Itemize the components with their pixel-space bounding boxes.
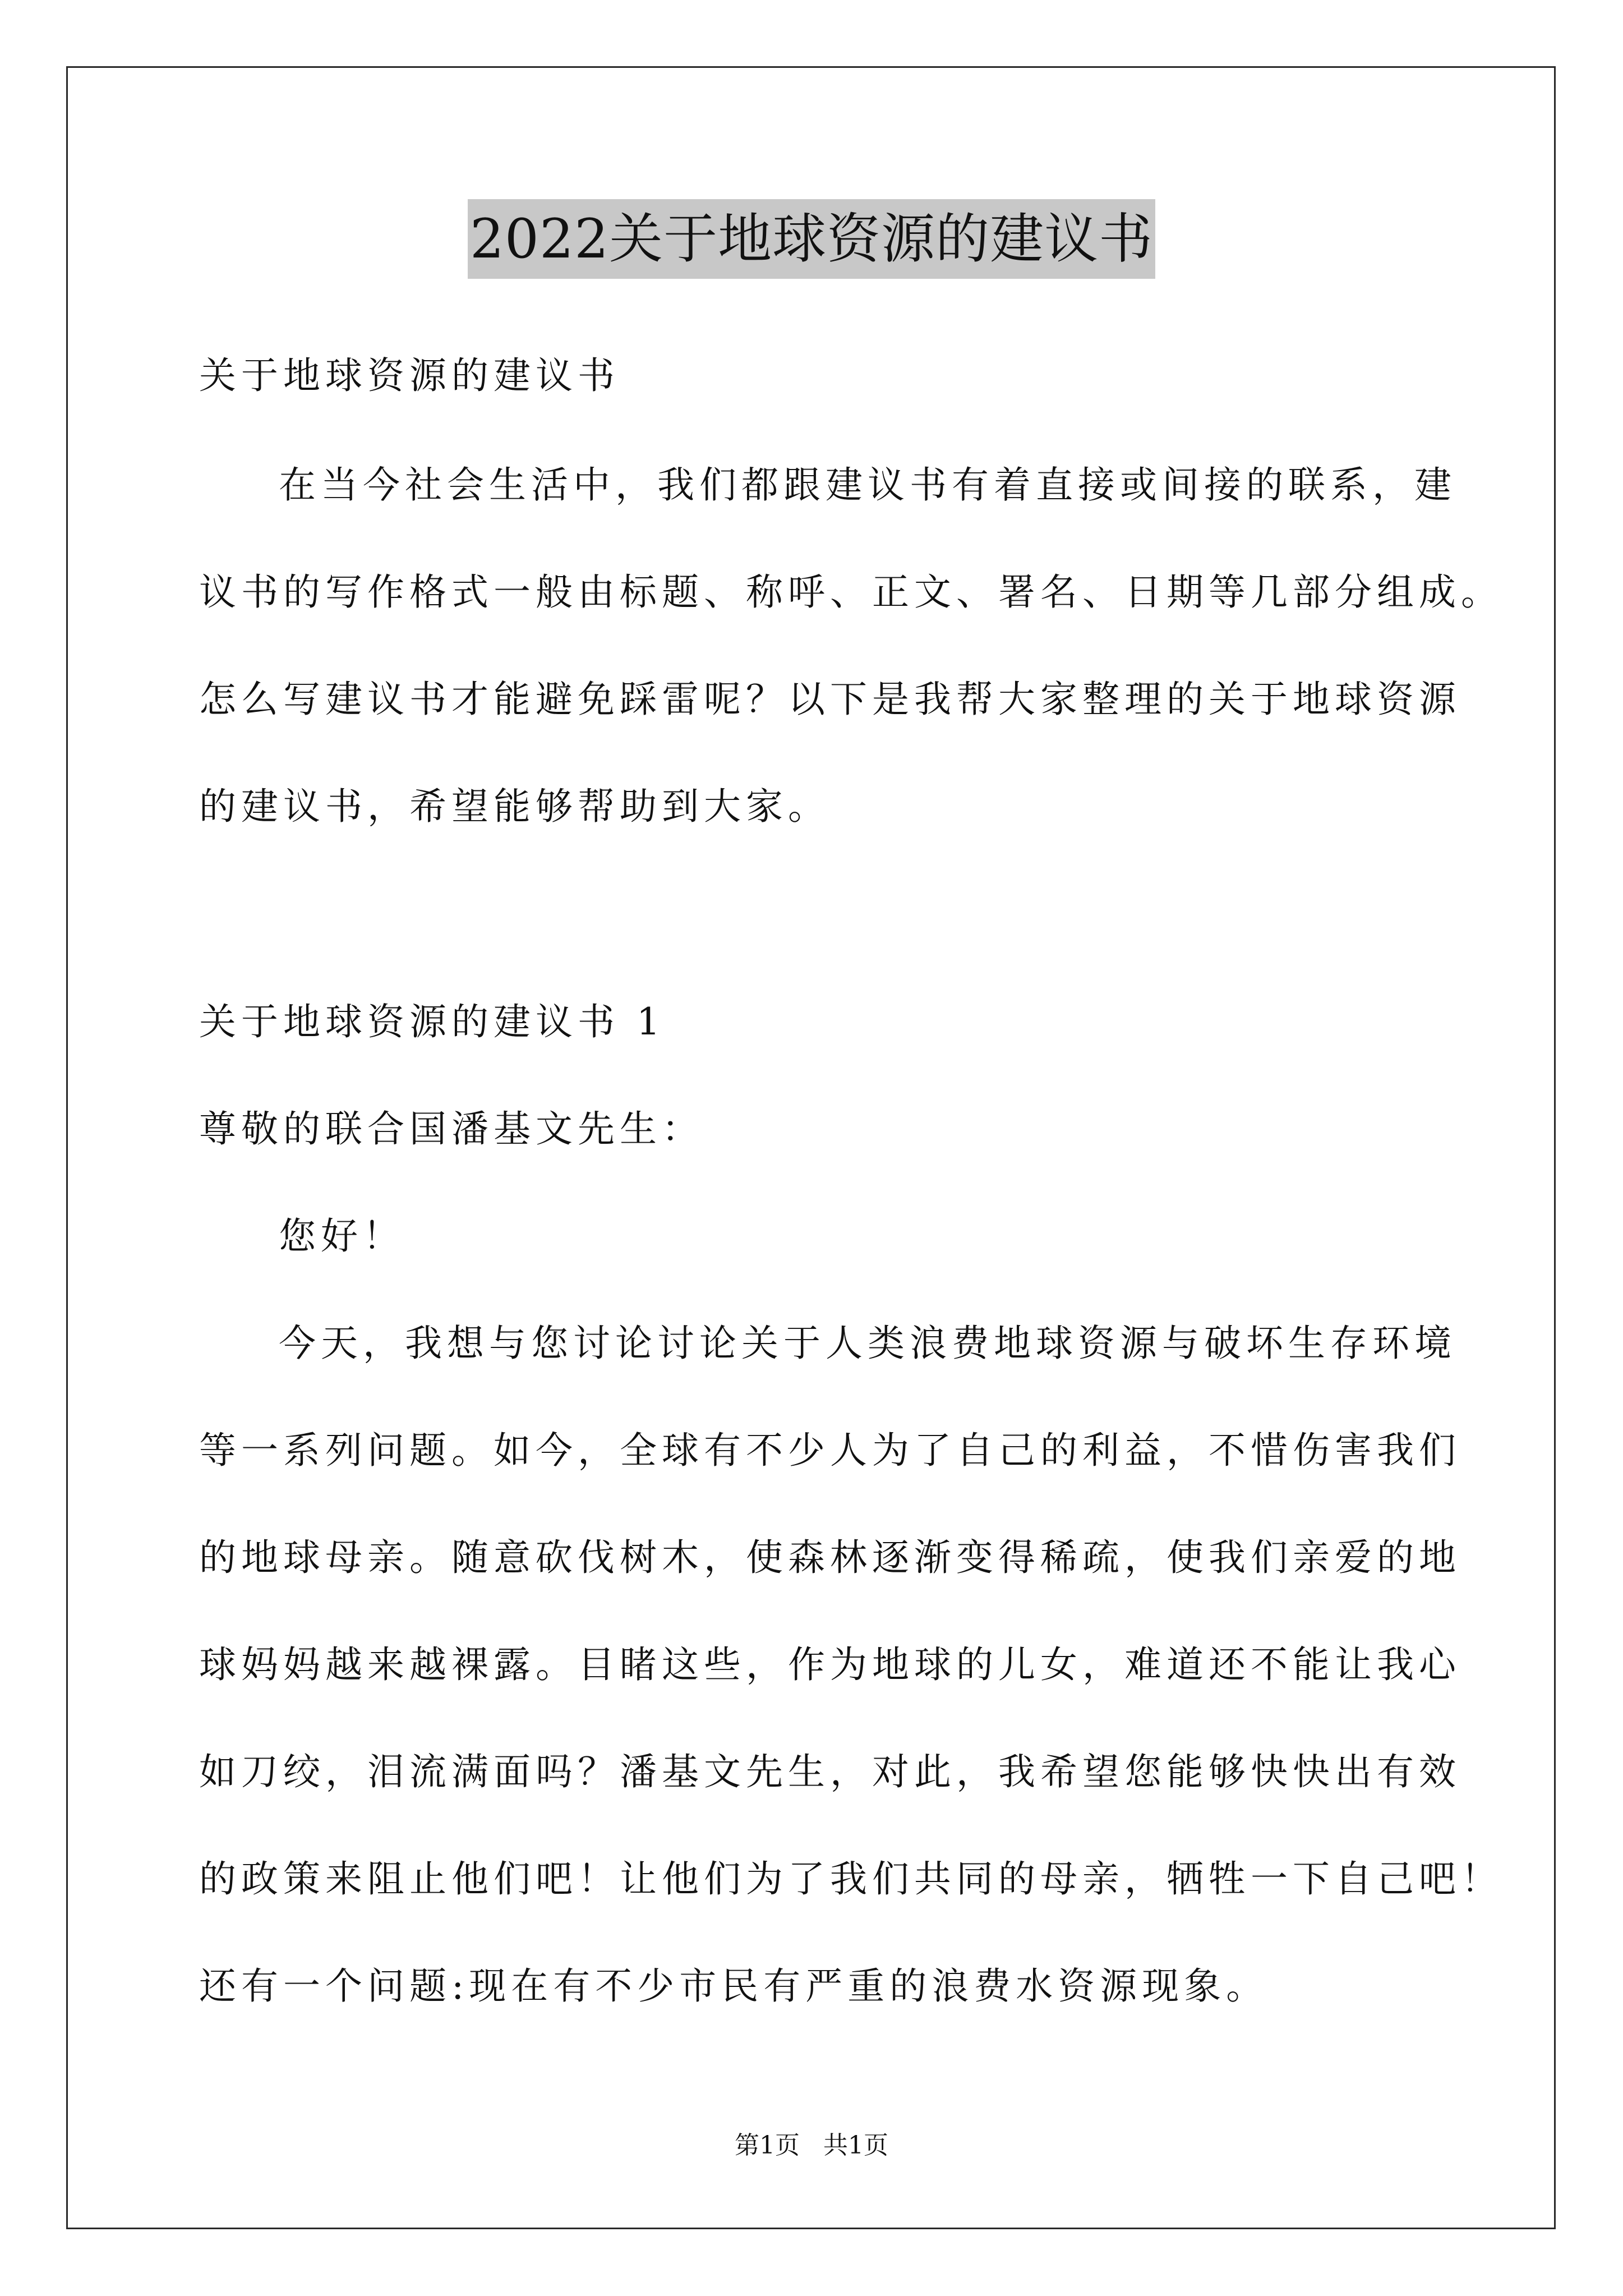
- body-line: 的建议书，希望能够帮助到大家。: [199, 785, 830, 828]
- salutation: 尊敬的联合国潘基文先生：: [199, 1107, 704, 1151]
- body-line: 等一系列问题。如今，全球有不少人为了自己的利益，不惜伤害我们: [199, 1429, 1461, 1472]
- title-container: [0, 199, 1623, 279]
- body-line: 的地球母亲。随意砍伐树木，使森林逐渐变得稀疏，使我们亲爱的地: [199, 1536, 1461, 1579]
- body-line: 球妈妈越来越裸露。目睹这些，作为地球的儿女，难道还不能让我心: [199, 1643, 1461, 1686]
- page-number-current: 第1页: [735, 2131, 800, 2160]
- greeting: 您好！: [279, 1214, 405, 1258]
- body-line: 如刀绞，泪流满面吗？潘基文先生，对此，我希望您能够快快出有效: [199, 1750, 1461, 1793]
- section-heading: 关于地球资源的建议书 1: [199, 1000, 665, 1043]
- body-line: 怎么写建议书才能避免踩雷呢？以下是我帮大家整理的关于地球资源: [199, 678, 1461, 721]
- body-line: 议书的写作格式一般由标题、称呼、正文、署名、日期等几部分组成。: [199, 570, 1503, 614]
- body-line: 今天，我想与您讨论讨论关于人类浪费地球资源与破坏生存环境: [279, 1322, 1456, 1365]
- body-line: 在当今社会生活中，我们都跟建议书有着直接或间接的联系，建: [279, 463, 1456, 507]
- page-number-total: 共1页: [823, 2131, 888, 2160]
- page-footer: [0, 2129, 1623, 2162]
- body-line: 的政策来阻止他们吧！让他们为了我们共同的母亲，牺牲一下自己吧！: [199, 1857, 1503, 1901]
- document-subtitle: 关于地球资源的建议书: [199, 354, 620, 397]
- document-title: 2022关于地球资源的建议书: [468, 199, 1155, 279]
- body-line: 还有一个问题:现在有不少市民有严重的浪费水资源现象。: [199, 1964, 1269, 2008]
